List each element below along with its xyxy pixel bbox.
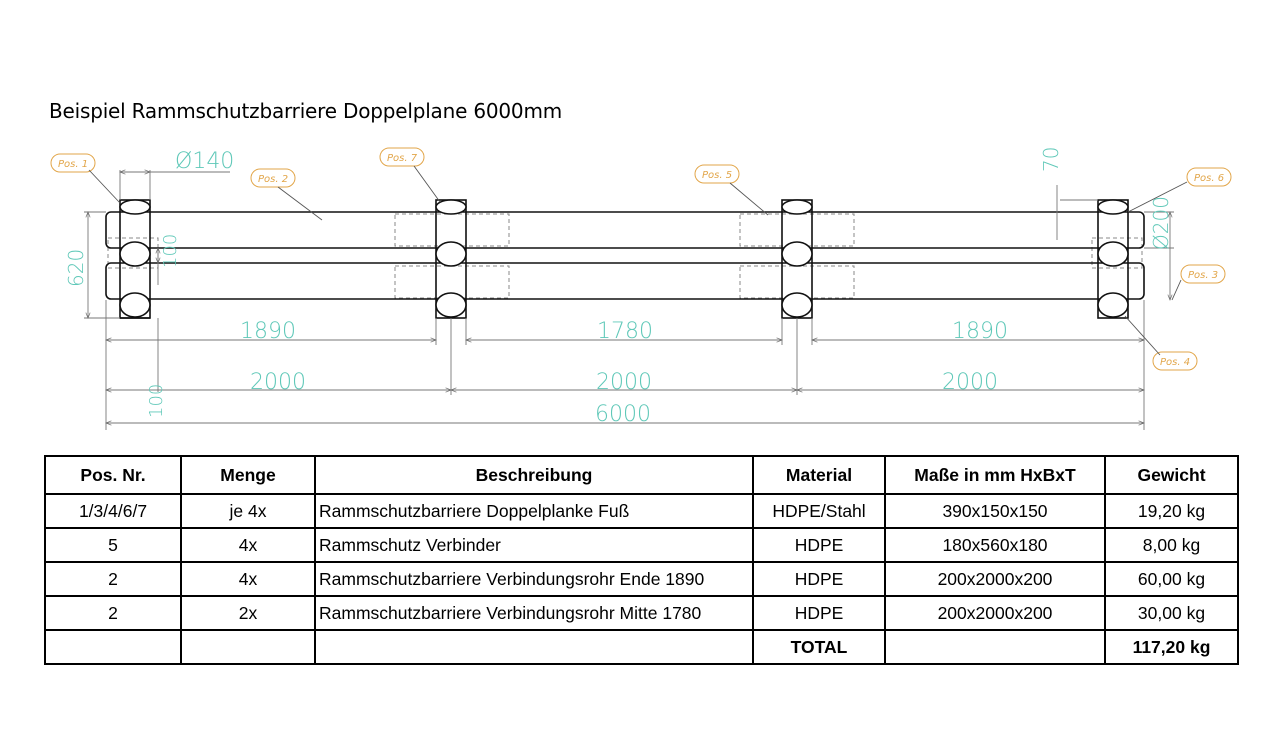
cell-masse: 390x150x150	[885, 494, 1105, 528]
cell-masse: 200x2000x200	[885, 562, 1105, 596]
cell-menge: 4x	[181, 562, 315, 596]
header-beschreibung: Beschreibung	[315, 456, 753, 494]
table-header-row	[45, 456, 1238, 494]
cell-pos-nr: 2	[45, 596, 181, 630]
planks	[106, 212, 1144, 299]
cell-pos-nr: 5	[45, 528, 181, 562]
cell-masse: 180x560x180	[885, 528, 1105, 562]
total-value: 117,20 kg	[1105, 630, 1238, 664]
dim-diameter-200: Ø200	[1149, 196, 1173, 250]
pos-label-2: Pos. 2	[258, 174, 289, 185]
pos-label-5: Pos. 5	[702, 170, 733, 181]
post-1	[120, 200, 150, 318]
dim-span-3: 2000	[942, 370, 998, 395]
cell-material: HDPE/Stahl	[753, 494, 885, 528]
cell-menge: je 4x	[181, 494, 315, 528]
cell-beschreibung: Rammschutzbarriere Verbindungsrohr Mitte 1780	[315, 596, 753, 630]
parts-table	[44, 455, 1239, 665]
header-pos-nr: Pos. Nr.	[45, 456, 181, 494]
pos-label-6: Pos. 6	[1194, 173, 1225, 184]
cell-gewicht: 30,00 kg	[1105, 596, 1238, 630]
cell-menge: 4x	[181, 528, 315, 562]
dim-diameter-140: Ø140	[175, 149, 235, 174]
pos-label-7: Pos. 7	[387, 153, 418, 164]
cell-gewicht: 60,00 kg	[1105, 562, 1238, 596]
cell-beschreibung: Rammschutzbarriere Doppelplanke Fuß	[315, 494, 753, 528]
dim-seg-1: 1890	[240, 319, 296, 344]
table-row	[45, 596, 1238, 630]
post-7	[436, 200, 466, 318]
cell-empty	[885, 630, 1105, 664]
pos-label-3: Pos. 3	[1188, 270, 1219, 281]
table-row	[45, 494, 1238, 528]
table-total-row	[45, 630, 1238, 664]
header-masse: Maße in mm HxBxT	[885, 456, 1105, 494]
total-label: TOTAL	[753, 630, 885, 664]
page-title: Beispiel Rammschutzbarriere Doppelplane 6000mm	[49, 99, 563, 123]
cell-masse: 200x2000x200	[885, 596, 1105, 630]
cell-empty	[315, 630, 753, 664]
cell-gewicht: 8,00 kg	[1105, 528, 1238, 562]
dim-height-620: 620	[64, 248, 88, 287]
dim-total: 6000	[595, 402, 651, 427]
table-row	[45, 562, 1238, 596]
cell-menge: 2x	[181, 596, 315, 630]
header-gewicht: Gewicht	[1105, 456, 1238, 494]
header-menge: Menge	[181, 456, 315, 494]
post-5	[782, 200, 812, 318]
cell-pos-nr: 1/3/4/6/7	[45, 494, 181, 528]
dim-gap-100: 100	[160, 233, 181, 268]
cell-beschreibung: Rammschutzbarriere Verbindungsrohr Ende 1890	[315, 562, 753, 596]
dim-span-2: 2000	[596, 370, 652, 395]
dim-seg-2: 1780	[597, 319, 653, 344]
dim-span-1: 2000	[250, 370, 306, 395]
cell-material: HDPE	[753, 596, 885, 630]
cell-material: HDPE	[753, 528, 885, 562]
header-material: Material	[753, 456, 885, 494]
table-row	[45, 528, 1238, 562]
cell-material: HDPE	[753, 562, 885, 596]
cell-empty	[181, 630, 315, 664]
dim-seg-3: 1890	[952, 319, 1008, 344]
connector-outlines	[108, 214, 1142, 298]
post-6	[1098, 200, 1128, 318]
cell-pos-nr: 2	[45, 562, 181, 596]
dim-foot-100: 100	[146, 383, 167, 418]
cell-empty	[45, 630, 181, 664]
cell-gewicht: 19,20 kg	[1105, 494, 1238, 528]
pos-label-1: Pos. 1	[58, 159, 89, 170]
dim-height-70: 70	[1039, 146, 1063, 172]
pos-label-4: Pos. 4	[1160, 357, 1191, 368]
cell-beschreibung: Rammschutz Verbinder	[315, 528, 753, 562]
